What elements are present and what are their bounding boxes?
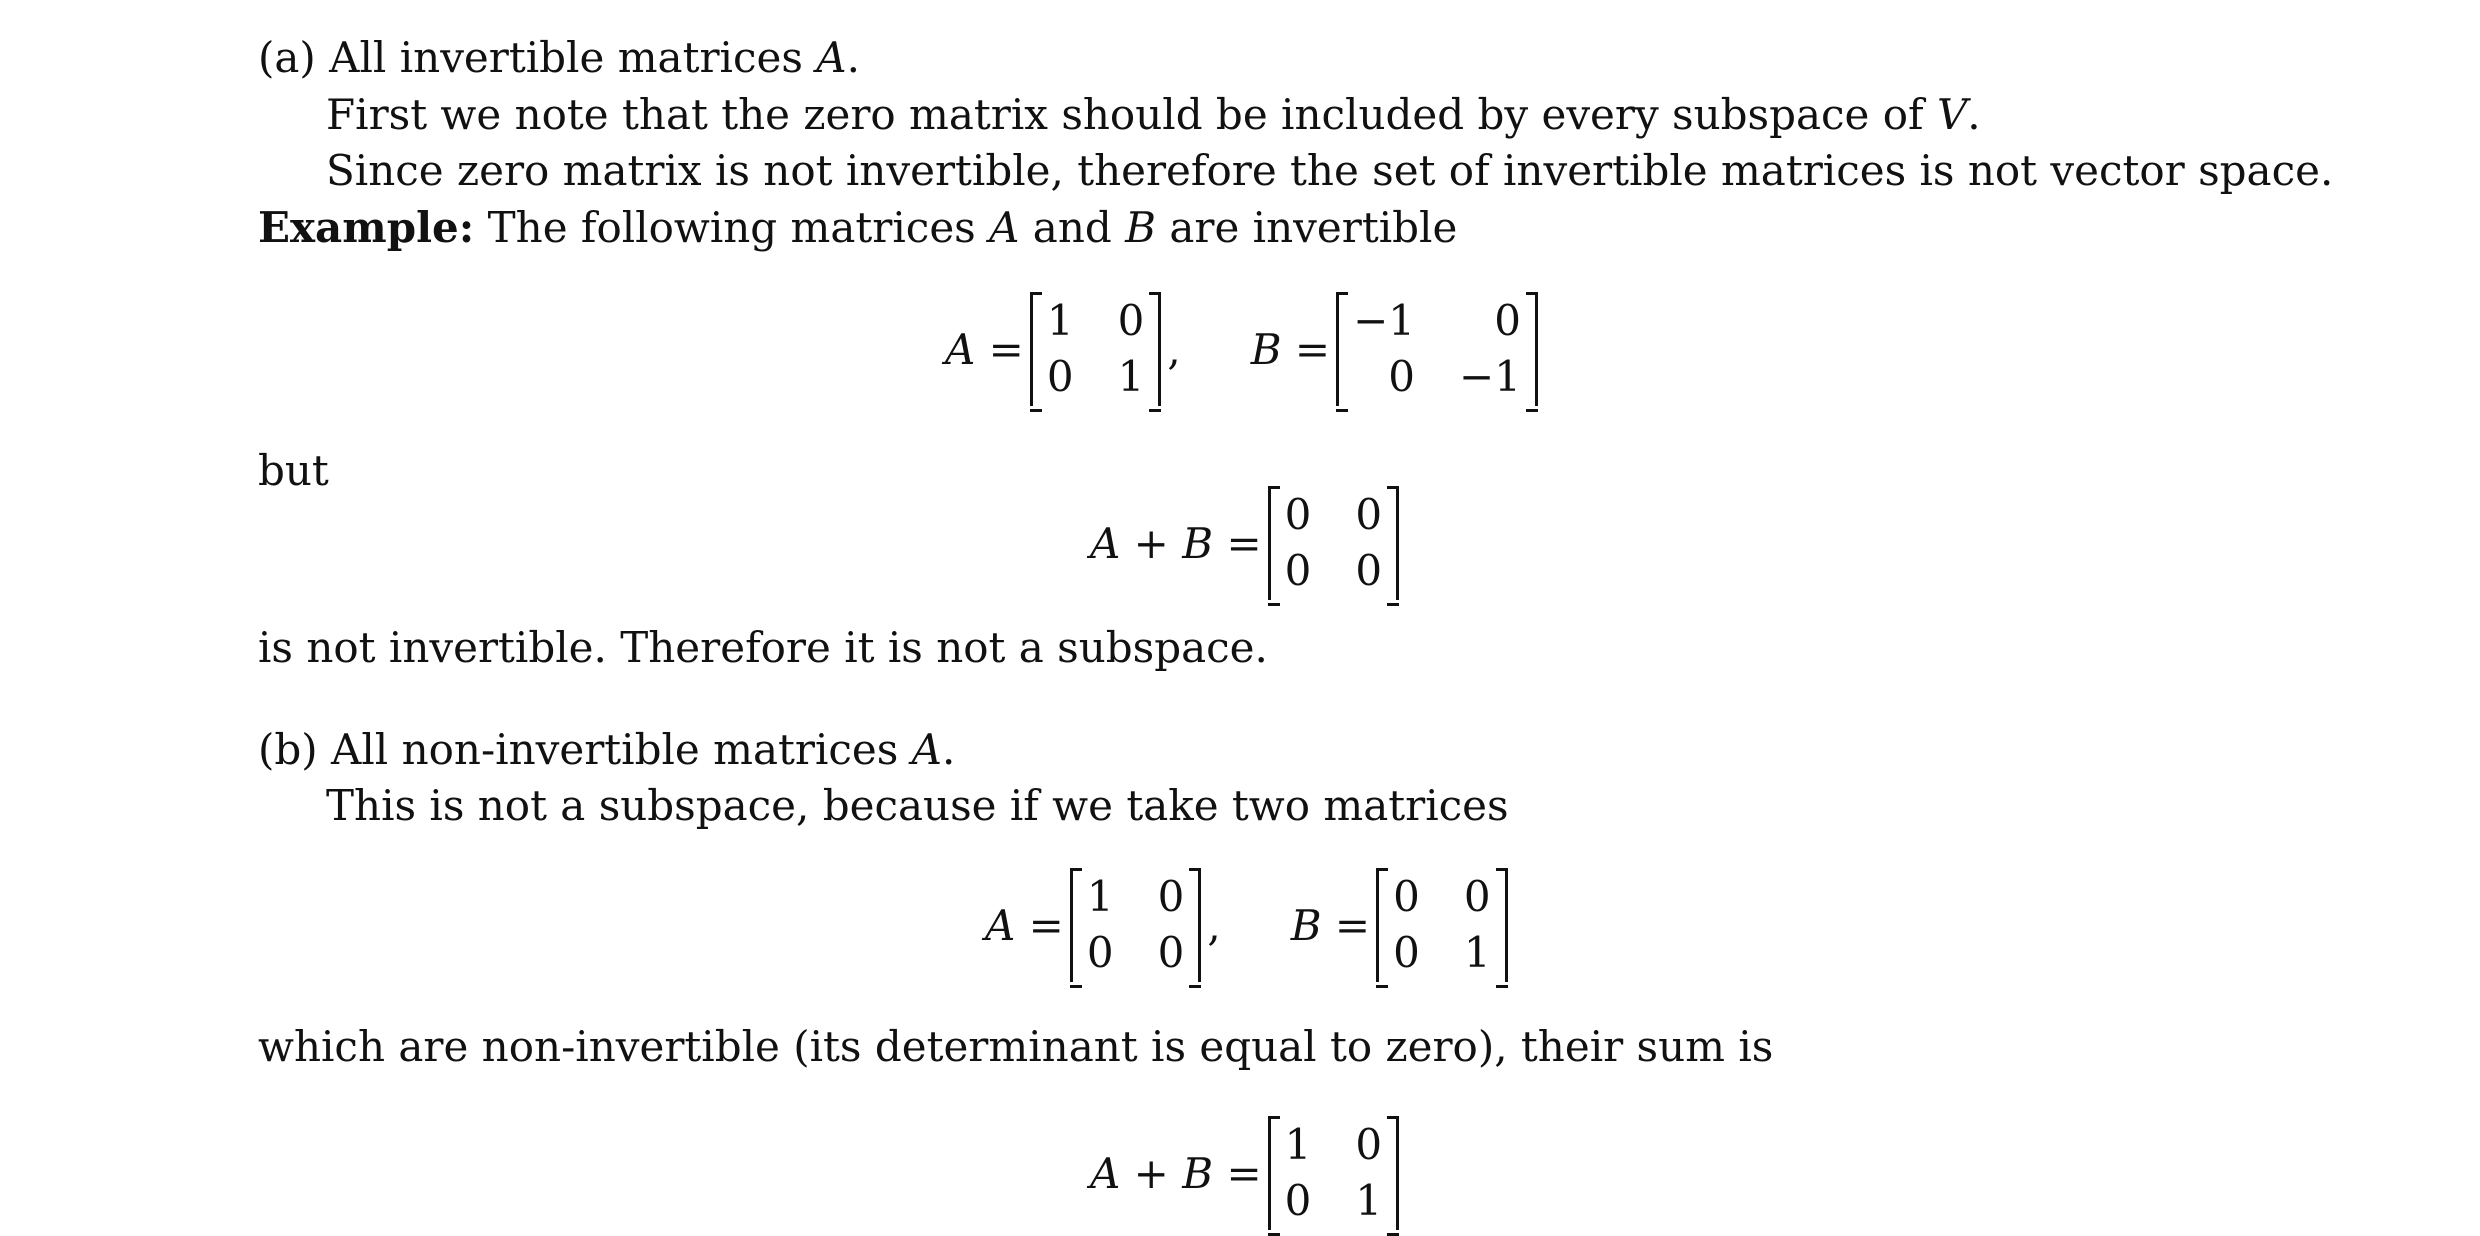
matrix-cell: 1 [1046,296,1074,345]
part-b-heading-end: . [942,725,956,774]
part-a-line1-end: . [1967,90,1981,139]
eq1-lhs-a: A = [945,324,1024,374]
matrix-cell: 0 [1284,490,1312,539]
part-a-label: (a) [258,33,316,82]
part-a-line2: Since zero matrix is not invertible, therefore the set of invertible matrices is not vector space. [326,146,2334,195]
matrix-sum-zero [1268,486,1399,600]
matrix-a [1030,292,1161,406]
matrix-cell: 0 [1393,872,1420,921]
part-a-heading-end: . [846,33,860,82]
matrix-cell: −1 [1353,296,1416,345]
part-b-heading-var: A [911,725,943,774]
matrix-cell: 0 [1086,928,1114,977]
example-var-b: B [1125,203,1156,252]
part-b-line2: which are non-invertible (its determinant is equal to zero), their sum is [258,1022,1774,1071]
example-text-2: and [1019,203,1126,252]
matrix-cell: 0 [1355,1120,1383,1169]
matrix-cell: 0 [1355,546,1383,595]
matrix-cell: −1 [1459,352,1521,401]
equation-a-b-invertible [945,292,1544,406]
equation-non-invertible [985,868,1514,982]
eq2-lhs: A + B = [1090,518,1262,568]
example-text-3: are invertible [1156,203,1458,252]
example-var-a: A [989,203,1020,252]
part-a-conclusion: is not invertible. Therefore it is not a subspace. [258,623,1268,672]
matrix-cell: 1 [1284,1120,1312,1169]
eq3-comma: , [1207,900,1221,950]
part-a-line1-text: First we note that the zero matrix should be included by every subspace of [326,90,1937,139]
matrix-cell: 0 [1117,296,1145,345]
example-line [258,203,1457,253]
matrix-b-singular [1376,868,1507,982]
part-b-line1: This is not a subspace, because if we take two matrices [326,781,1509,830]
matrix-cell: 0 [1463,872,1491,921]
matrix-cell: 1 [1117,352,1145,401]
equation-sum-identity [1090,1116,1405,1230]
matrix-cell: 0 [1393,928,1420,977]
matrix-cell: 0 [1388,352,1416,401]
matrix-cell: 1 [1463,928,1491,977]
matrix-cell: 0 [1284,546,1312,595]
matrix-sum-identity [1268,1116,1399,1230]
matrix-a-singular [1070,868,1201,982]
example-text-1: The following matrices [487,203,990,252]
equation-a-plus-b-zero [1090,486,1405,600]
part-b-label: (b) [258,725,318,774]
matrix-cell: 0 [1157,928,1185,977]
eq1-comma: , [1167,324,1181,374]
part-a-line1 [326,90,1981,140]
matrix-cell: 1 [1355,1176,1383,1225]
matrix-cell: 0 [1494,296,1521,345]
eq4-lhs: A + B = [1090,1148,1262,1198]
part-b-heading [258,725,955,775]
eq3-lhs-a: A = [985,900,1064,950]
matrix-b [1336,292,1538,406]
example-label: Example: [258,203,475,252]
eq3-lhs-b: B = [1290,900,1371,950]
part-a-heading [258,33,860,83]
eq1-lhs-b: B = [1250,324,1331,374]
matrix-cell: 0 [1157,872,1185,921]
part-a-line1-var: V [1936,90,1968,139]
matrix-cell: 1 [1086,872,1114,921]
part-a-heading-var: A [816,33,847,82]
but-text: but [258,446,329,495]
part-a-heading-text: All invertible matrices [329,33,817,82]
part-b-heading-text: All non-invertible matrices [331,725,912,774]
matrix-cell: 0 [1284,1176,1312,1225]
matrix-cell: 0 [1046,352,1074,401]
matrix-cell: 0 [1355,490,1383,539]
